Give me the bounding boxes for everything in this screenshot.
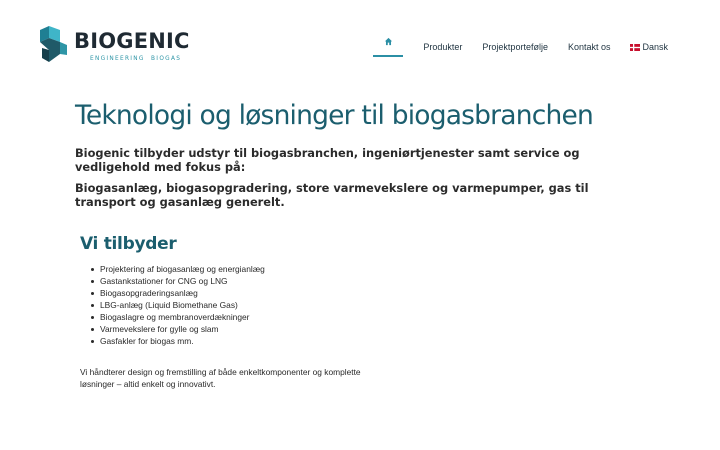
biogenic-logo[interactable] [36,24,190,64]
page-title: Teknologi og løsninger til biogasbranchen [75,100,593,131]
nav-item-kontakt-os[interactable]: Kontakt os [567,42,611,52]
list-item: Varmevekslere for gylle og slam [100,323,265,335]
home-icon [384,37,393,46]
list-item: Gastankstationer for CNG og LNG [100,275,265,287]
logo-name: BIOGENIC [74,29,190,53]
language-label: Dansk [642,42,668,52]
nav-item-projektportefolje[interactable]: Projektportefølje [482,42,548,52]
offer-list [100,263,265,347]
offer-section-title: Vi tilbyder [80,234,177,254]
list-item: Projektering af biogasanlæg og energianlæg [100,264,265,274]
main-nav [373,37,668,57]
list-item: Biogaslagre og membranoverdækninger [100,311,265,323]
nav-active-underline [373,55,403,57]
danish-flag-icon [630,44,640,51]
logo-tagline-part1: ENGINEERING [90,56,145,62]
logo-tagline [90,56,190,62]
site-header [0,0,720,80]
language-switcher[interactable] [630,42,668,52]
biogenic-logo-icon [36,24,70,64]
list-item: Biogasopgraderingsanlæg [100,287,265,299]
intro-paragraph-2: Biogasanlæg, biogasopgradering, store varmevekslere og varmepumper, gas til transport og gasanlæg generelt. [75,181,589,209]
list-item: Gasfakler for biogas mm. [100,335,265,347]
nav-item-produkter[interactable]: Produkter [423,42,463,52]
nav-home[interactable] [373,37,403,57]
closing-paragraph: Vi håndterer design og fremstilling af både enkeltkomponenter og komplette løsninger – altid enkelt og innovativt. [80,367,361,389]
logo-tagline-part2: BIOGAS [151,56,182,62]
list-item: LBG-anlæg (Liquid Biomethane Gas) [100,299,265,311]
intro-paragraph-1: Biogenic tilbyder udstyr til biogasbranchen, ingeniørtjenester samt service og vedligehold med fokus på: [75,146,580,174]
